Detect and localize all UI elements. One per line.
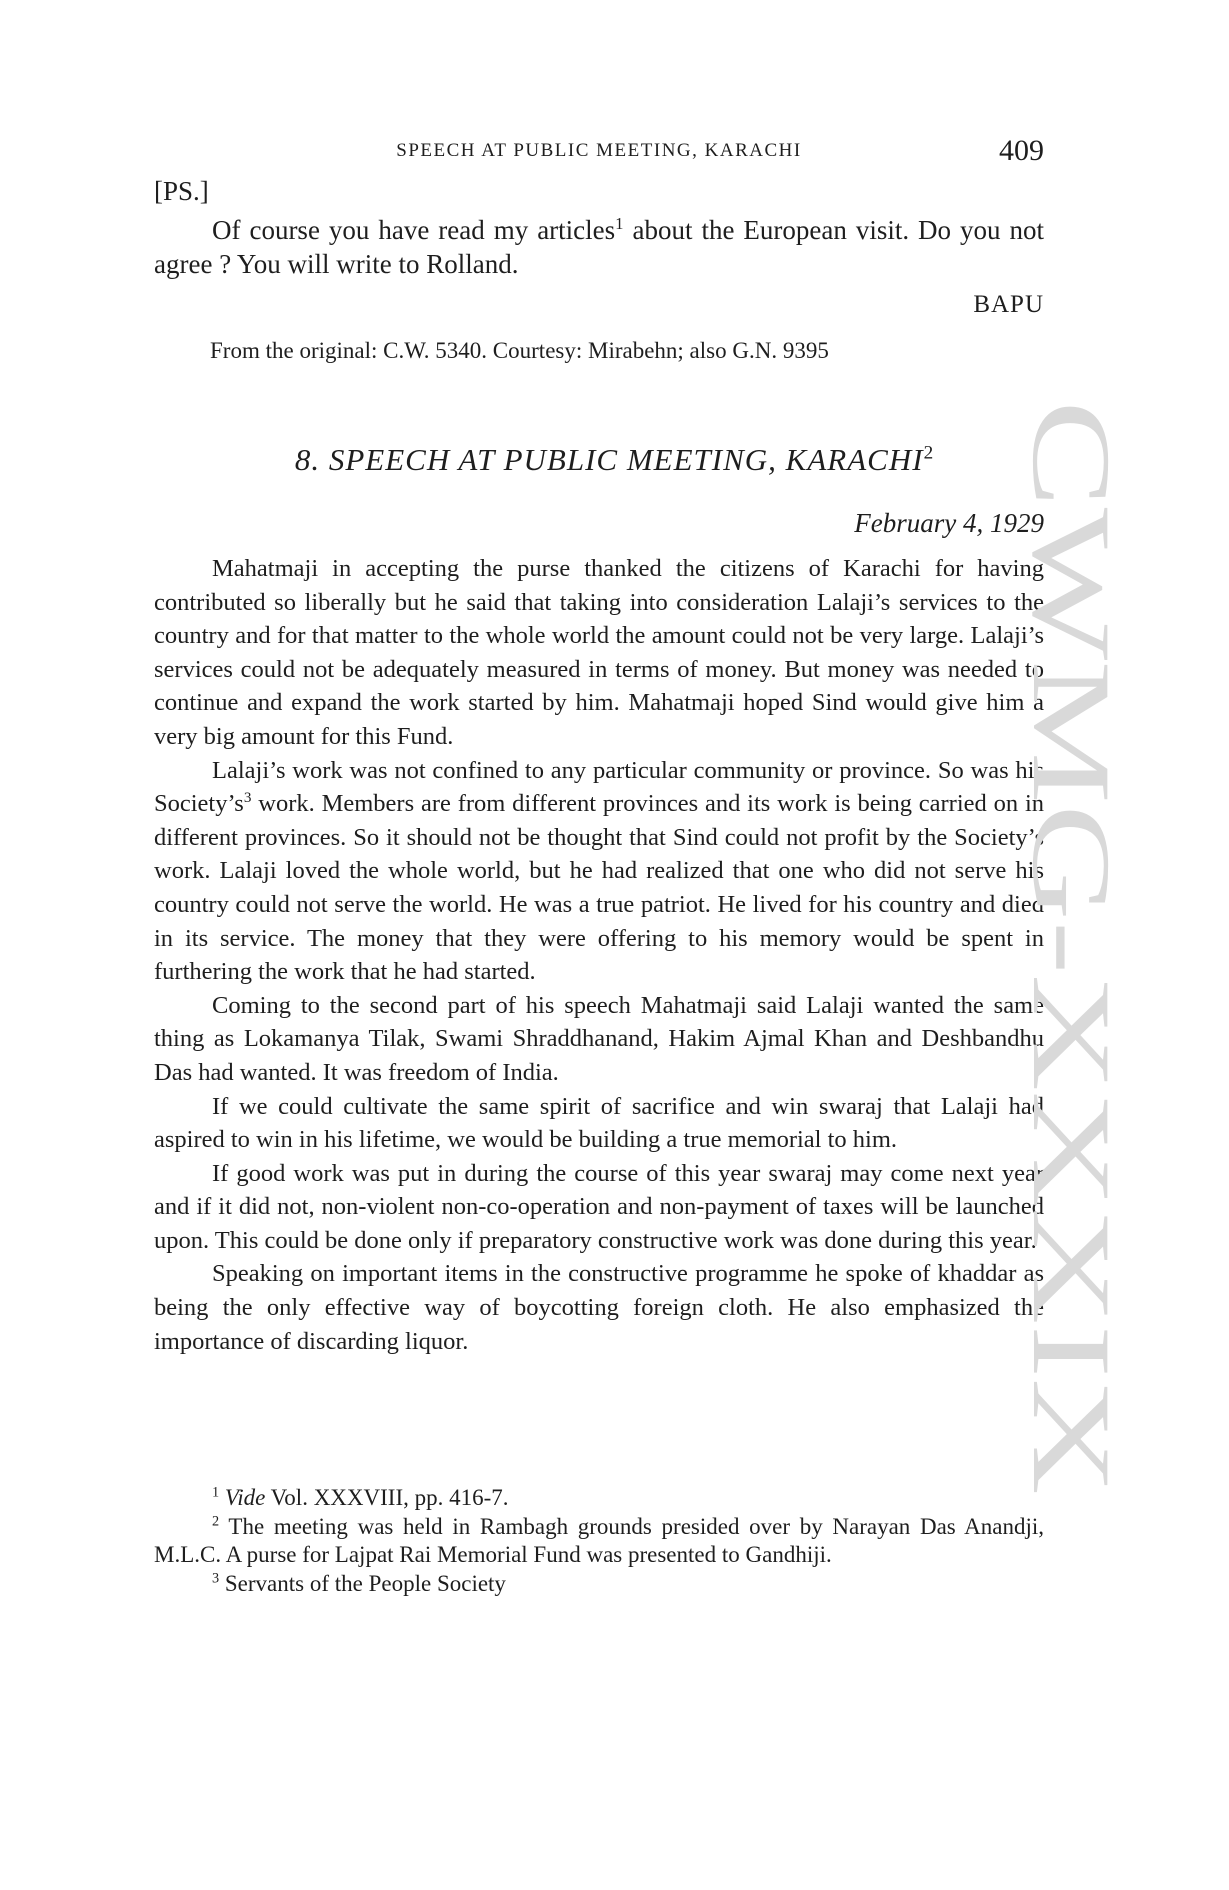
- paragraph-2-after: work. Members are from different provinces and its work is being carried on in different provinces. So it should not be thought that Sind could not profit by the Society’s work. Lalaji loved the whole world, but he had realized that one who did not serve his country could not serve the world. He was a true patriot. He lived for his country and died in its service. The money that they were offering to his memory would be spent in furthering the work that he had started.: [154, 790, 1044, 986]
- ps-text-after: about the European visit. Do you not agree ? You will write to Rolland.: [154, 215, 1044, 279]
- paragraph-2: [154, 754, 1044, 989]
- paragraph-3: Coming to the second part of his speech Mahatmaji said Lalaji wanted the same thing as Lokamanya Tilak, Swami Shraddhanand, Hakim Ajmal Khan and Deshbandhu Das had wanted. It was freedom of India.: [154, 991, 1044, 1086]
- footnote-text: Servants of the People Society: [219, 1570, 506, 1596]
- paragraph-6: Speaking on important items in the constructive programme he spoke of khaddar as being the only effective way of boycotting foreign cloth. He also emphasized the importance of discarding liquor.: [154, 1260, 1044, 1355]
- footnote-2: [154, 1513, 1044, 1570]
- footnote-number: 1: [212, 1484, 220, 1501]
- footnote-ref-1: 1: [615, 214, 624, 233]
- watermark-text: CWMG-XXXIX: [1009, 400, 1133, 1160]
- footnote-3: [154, 1570, 1044, 1599]
- page-number: 409: [999, 134, 1044, 167]
- paragraph-5: If good work was put in during the course of this year swaraj may come next year and if it did not, non-violent non-co-operation and non-payment of taxes will be launched upon. This could be done only if preparatory constructive work was done during this year.: [154, 1159, 1044, 1254]
- footnote-1: [154, 1484, 1044, 1513]
- document-body: [154, 552, 1044, 1358]
- paragraph-1: Mahatmaji in accepting the purse thanked the citizens of Karachi for having contributed so liberally but he said that taking into consideration Lalaji’s services to the country and for that matter to the whole world the amount could not be very large. Lalaji’s services could not be adequately measured in terms of money. But money was needed to continue and expand the work started by him. Mahatmaji hoped Sind would give him a very big amount for this Fund.: [154, 555, 1044, 750]
- running-title: SPEECH AT PUBLIC MEETING, KARACHI: [396, 140, 802, 161]
- ps-paragraph: [154, 213, 1044, 281]
- footnote-text: Vol. XXXVIII, pp. 416-7.: [265, 1485, 509, 1510]
- watermark: [1009, 400, 1133, 1495]
- ps-label: [PS.]: [154, 176, 209, 206]
- ps-text-before: Of course you have read my articles: [212, 215, 616, 245]
- paragraph-2-before: Lalaji’s work was not confined to any particular community or province. So was his Society’s: [154, 756, 1044, 818]
- document-title-text: 8. SPEECH AT PUBLIC MEETING, KARACHI: [294, 442, 924, 477]
- running-head: [154, 134, 1044, 170]
- paragraph-4: If we could cultivate the same spirit of sacrifice and win swaraj that Lalaji had aspired to win in his lifetime, we would be building a true memorial to him.: [154, 1092, 1044, 1154]
- footnote-number: 2: [212, 1512, 220, 1529]
- ps-body: [154, 213, 1044, 281]
- footnotes: [154, 1484, 1044, 1598]
- source-note: From the original: C.W. 5340. Courtesy: Mirabehn; also G.N. 9395: [210, 338, 829, 363]
- watermark-svg: [1009, 400, 1133, 1495]
- signature: BAPU: [973, 291, 1044, 318]
- document-date: February 4, 1929: [854, 508, 1044, 538]
- footnote-text: The meeting was held in Rambagh grounds presided over by Narayan Das Anandji, M.L.C. A purse for Lajpat Rai Memorial Fund was presented to Gandhiji.: [154, 1513, 1044, 1567]
- footnote-number: 3: [212, 1569, 220, 1586]
- footnote-italic: Vide: [224, 1485, 266, 1510]
- footnote-ref-3: 3: [243, 789, 252, 806]
- footnote-ref-2: 2: [923, 442, 935, 464]
